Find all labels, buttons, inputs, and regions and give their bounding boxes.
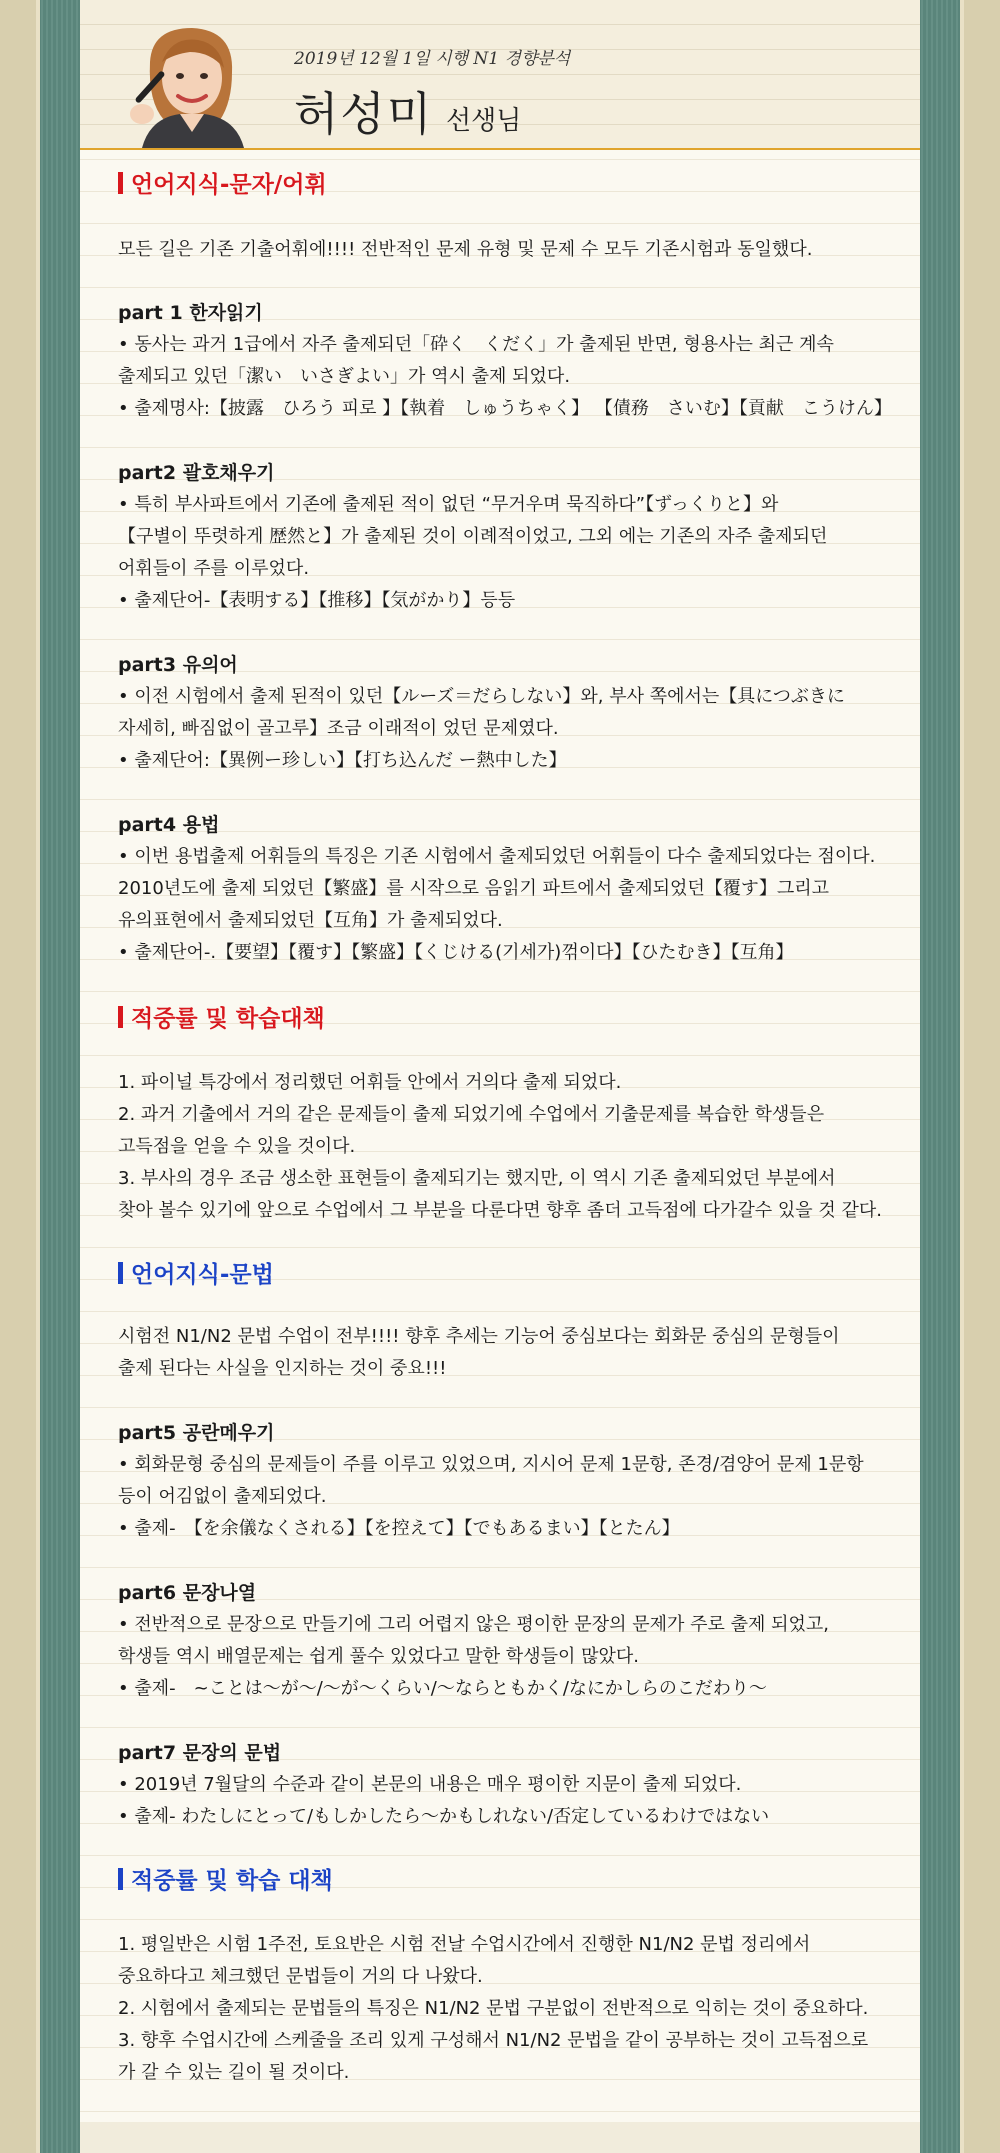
vocab-tip-1: 1. 파이널 특강에서 정리했던 어휘들 안에서 거의다 출제 되었다. (118, 1072, 622, 1093)
section-heading-text: 적중률 및 학습대책 (131, 1006, 325, 1032)
frame-edge-left (36, 0, 40, 2153)
section-heading-grammar (118, 1256, 274, 1289)
vocab-tip-3a: 3. 부사의 경우 조금 생소한 표현들이 출제되기는 했지만, 이 역시 기존 출제되었던 부분에서 (118, 1168, 836, 1189)
part2-line-3: 어휘들이 주를 이루었다. (118, 558, 310, 579)
part7-line-1: • 2019년 7월달의 수준과 같이 본문의 내용은 매우 평이한 지문이 출제 되었다. (118, 1774, 742, 1795)
grammar-tip-1b: 중요하다고 체크했던 문법들이 거의 다 나왔다. (118, 1966, 483, 1987)
part4-line-1: • 이번 용법출제 어휘들의 특징은 기존 시험에서 출제되었던 어휘들이 다수 출제되었다는 점이다. (118, 846, 876, 867)
section-heading-text: 언어지식-문법 (131, 1262, 274, 1288)
part1-line-3: • 출제명사:【披露 ひろう 피로 】【執着 しゅうちゃく】 【債務 さいむ】【貢献 こうけん】 (118, 398, 892, 419)
part4-line-3: 유의표현에서 출제되었던【互角】가 출제되었다. (118, 910, 503, 931)
exam-date-line: 2019년 12월 1일 시행 N1 경향분석 (294, 49, 571, 69)
grammar-intro-2: 출제 된다는 사실을 인지하는 것이 중요!!! (118, 1358, 447, 1379)
part4-title: part4 용법 (118, 814, 220, 836)
grammar-intro-1: 시험전 N1/N2 문법 수업이 전부!!!! 향후 추세는 기능어 중심보다는 회화문 중심의 문형들이 (118, 1326, 840, 1347)
section-heading-text: 적중률 및 학습 대책 (131, 1868, 333, 1894)
grammar-tip-2: 2. 시험에서 출제되는 문법들의 특징은 N1/N2 문법 구분없이 전반적으로 익히는 것이 중요하다. (118, 1998, 869, 2019)
part5-title: part5 공란메우기 (118, 1422, 275, 1444)
part1-title: part 1 한자읽기 (118, 302, 263, 324)
section-heading-vocabulary (118, 166, 327, 199)
part3-title: part3 유의어 (118, 654, 238, 676)
vocab-tip-3b: 찾아 볼수 있기에 앞으로 수업에서 그 부분을 다룬다면 향후 좀더 고득점에 다가갈수 있을 것 같다. (118, 1200, 882, 1221)
part5-line-2: 등이 어김없이 출제되었다. (118, 1486, 327, 1507)
teacher-portrait (120, 22, 262, 148)
part4-line-2: 2010년도에 출제 되었던【繁盛】를 시작으로 음읽기 파트에서 출제되었던【覆す】그리고 (118, 878, 829, 899)
vocab-intro: 모든 길은 기존 기출어휘에!!!! 전반적인 문제 유형 및 문제 수 모두 기존시험과 동일했다. (118, 239, 813, 260)
part3-line-3: • 출제단어:【異例ー珍しい】【打ち込んだ ー熱中した】 (118, 750, 567, 771)
part2-line-1: • 특히 부사파트에서 기존에 출제된 적이 없던 “무거우며 묵직하다”【ずっくりと】와 (118, 494, 779, 515)
grammar-tip-1a: 1. 평일반은 시험 1주전, 토요반은 시험 전날 수업시간에서 진행한 N1/N2 문법 정리에서 (118, 1934, 811, 1955)
part2-line-2: 【구별이 뚜렷하게 歴然と】가 출제된 것이 이례적이었고, 그외 에는 기존의 자주 출제되던 (118, 526, 828, 547)
section-heading-grammar-tips (118, 1862, 333, 1895)
part7-title: part7 문장의 문법 (118, 1742, 282, 1764)
part5-line-1: • 회화문형 중심의 문제들이 주를 이루고 있었으며, 지시어 문제 1문항, 존경/겸양어 문제 1문항 (118, 1454, 864, 1475)
vocab-tip-2b: 고득점을 얻을 수 있을 것이다. (118, 1136, 356, 1157)
part2-line-4: • 출제단어-【表明する】【推移】【気がかり】등등 (118, 590, 516, 611)
teacher-name: 허성미 (294, 87, 434, 141)
part1-line-1: • 동사는 과거 1급에서 자주 출제되던「砕く くだく」가 출제된 반면, 형용사는 최근 계속 (118, 334, 834, 355)
grammar-tip-3b: 가 갈 수 있는 길이 될 것이다. (118, 2062, 350, 2083)
vocab-tip-2a: 2. 과거 기출에서 거의 같은 문제들이 출제 되었기에 수업에서 기출문제를 복습한 학생들은 (118, 1104, 825, 1125)
part2-title: part2 괄호채우기 (118, 462, 275, 484)
part6-line-3: • 출제- ~ことは〜が〜/〜が〜くらい/〜ならともかく/なにかしらのこだわり〜 (118, 1678, 767, 1699)
section-heading-text: 언어지식-문자/어휘 (131, 172, 327, 198)
part6-title: part6 문장나열 (118, 1582, 257, 1604)
teacher-title: 선생님 (446, 106, 522, 136)
grammar-tip-3a: 3. 향후 수업시간에 스케줄을 조리 있게 구성해서 N1/N2 문법을 같이 공부하는 것이 고득점으로 (118, 2030, 869, 2051)
section-heading-vocab-tips (118, 1000, 325, 1033)
part3-line-2: 자세히, 빠짐없이 골고루】조금 이래적이 었던 문제였다. (118, 718, 559, 739)
part6-line-1: • 전반적으로 문장으로 만들기에 그리 어렵지 않은 평이한 문장의 문제가 주로 출제 되었고, (118, 1614, 829, 1635)
part4-line-4: • 출제단어-.【要望】【覆す】【繁盛】【くじける(기세가)꺾이다】【ひたむき】【互角】 (118, 942, 794, 963)
part6-line-2: 학생들 역시 배열문제는 쉽게 풀수 있었다고 말한 학생들이 많았다. (118, 1646, 639, 1667)
bottom-strip (80, 2122, 920, 2153)
part3-line-1: • 이전 시험에서 출제 된적이 있던【ルーズ＝だらしない】와, 부사 쪽에서는【具につぶきに (118, 686, 845, 707)
part7-line-2: • 출제- わたしにとって/もしかしたら〜かもしれない/否定しているわけではない (118, 1806, 770, 1827)
heading-bar (118, 1868, 123, 1890)
heading-bar (118, 172, 123, 194)
part5-line-3: • 출제- 【を余儀なくされる】【を控えて】【でもあるまい】【とたん】 (118, 1518, 680, 1539)
frame-edge-right (960, 0, 964, 2153)
heading-bar (118, 1006, 123, 1028)
part1-line-2: 출제되고 있던「潔い いさぎよい」가 역시 출제 되었다. (118, 366, 571, 387)
heading-bar (118, 1262, 123, 1284)
